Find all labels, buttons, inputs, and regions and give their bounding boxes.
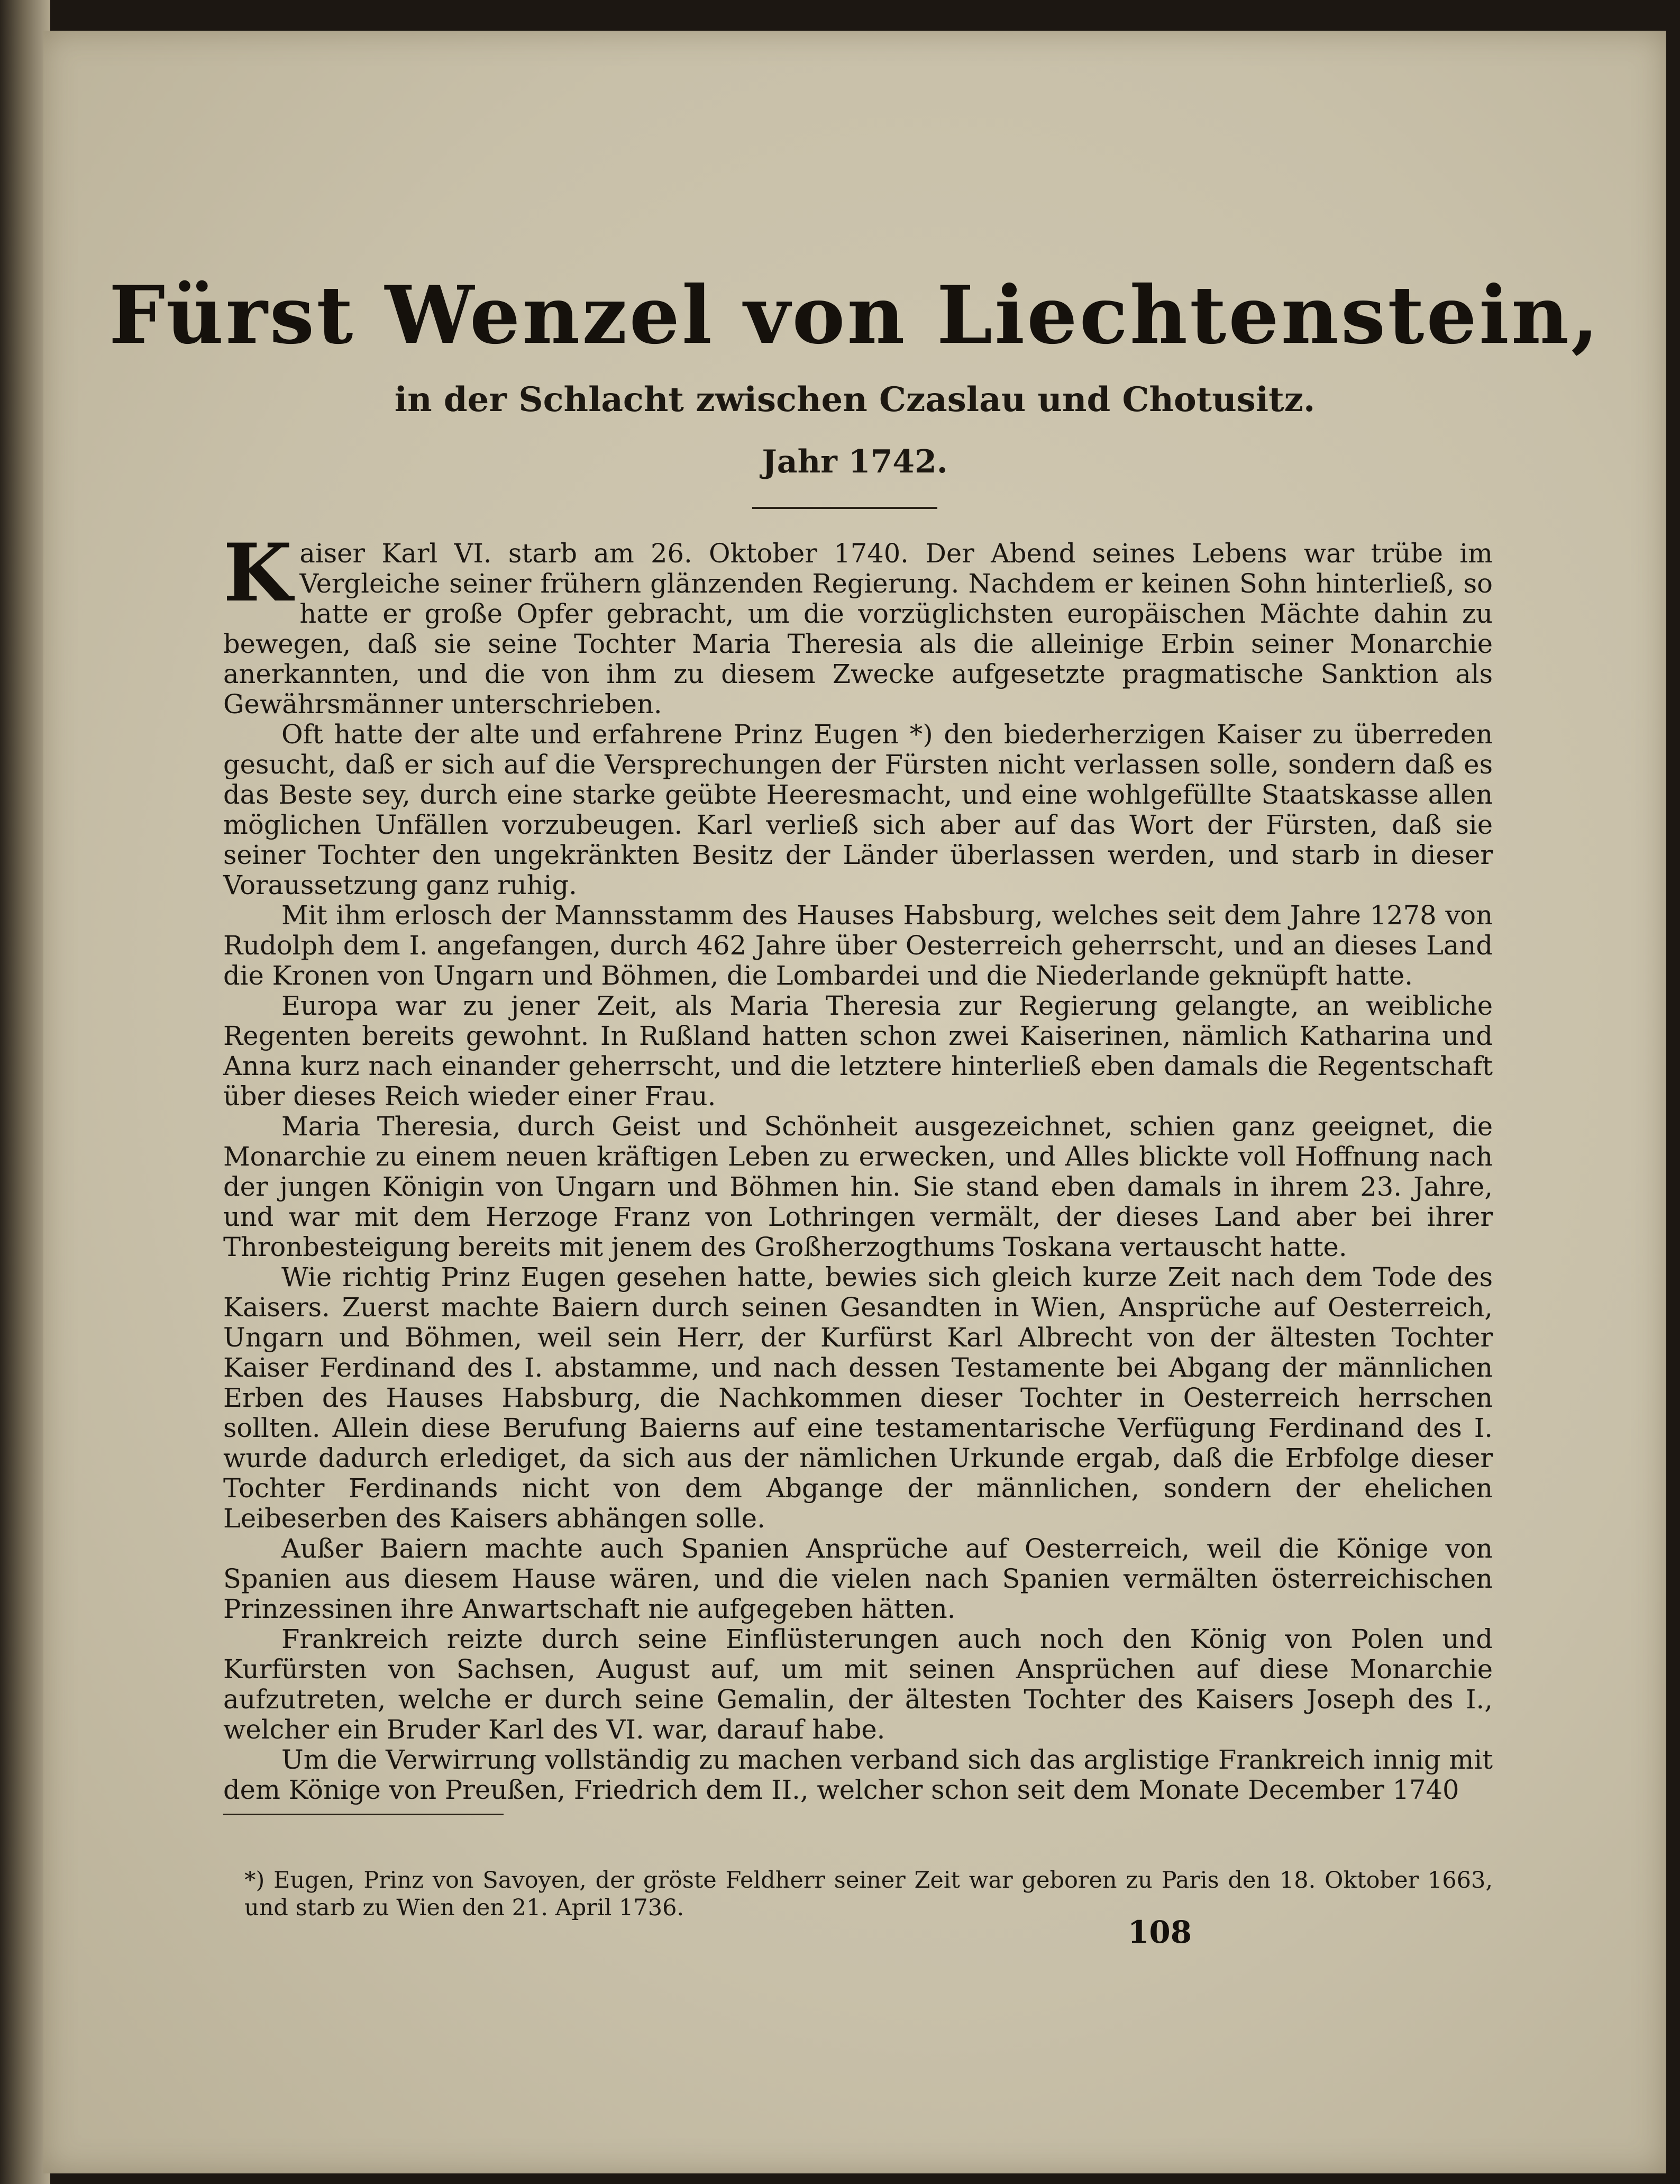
page-number: 108 [1128, 1914, 1192, 1950]
paragraph: Wie richtig Prinz Eugen gesehen hatte, bewies sich gleich kurze Zeit nach dem Tode des Kaisers. Zuerst machte Baiern durch seinen Gesandten in Wien, Ansprüche auf Oesterreich, Ungarn und Böhmen, weil sein Herr, der Kurfürst Karl Albrecht von der ältesten Tochter Kaiser Ferdinand des I. abstamme, und nach dessen Testamente bei Abgang der männlichen Erben des Hauses Habsburg, die Nachkommen dieser Tochter in Oesterreich herrschen sollten. Allein diese Berufung Baierns auf eine testamentarische Verfügung Ferdinand des I. wurde dadurch erlediget, da sich aus der nämlichen Urkunde ergab, daß die Erbfolge dieser Tochter Ferdinands nicht von dem Abgange der männlichen, sondern der ehelichen Leibeserben des Kaisers abhängen solle. [223, 1262, 1493, 1534]
paragraph: Außer Baiern machte auch Spanien Ansprüche auf Oesterreich, weil die Könige von Spanien aus diesem Hause wären, und die vielen nach Spanien vermälten österreichischen Prinzessinen ihre Anwartschaft nie aufgegeben hätten. [223, 1533, 1493, 1624]
paragraph: Um die Verwirrung vollständig zu machen verband sich das arglistige Frankreich innig mit dem Könige von Preußen, Friedrich dem II., welcher schon seit dem Monate December 1740 [223, 1744, 1493, 1805]
footnote: *) Eugen, Prinz von Savoyen, der gröste Feldherr seiner Zeit war geboren zu Paris den 18. Oktober 1663, und starb zu Wien den 21. April 1736. [244, 1867, 1493, 1921]
paragraph: Frankreich reizte durch seine Einflüsterungen auch noch den König von Polen und Kurfürsten von Sachsen, August auf, um mit seinen Ansprüchen auf diese Monarchie aufzutreten, welche er durch seine Gemalin, der ältesten Tochter des Kaisers Joseph des I., welcher ein Bruder Karl des VI. war, darauf habe. [223, 1624, 1493, 1745]
paragraph: Oft hatte der alte und erfahrene Prinz Eugen *) den biederherzigen Kaiser zu überreden gesucht, daß er sich auf die Versprechungen der Fürsten nicht verlassen solle, sondern daß es das Beste sey, durch eine starke geübte Heeresmacht, und eine wohlgefüllte Staatskasse allen möglichen Unfällen vorzubeugen. Karl verließ sich aber auf das Wort der Fürsten, daß sie seiner Tochter den ungekränkten Besitz der Länder überlassen werden, und starb in dieser Voraussetzung ganz ruhig. [223, 719, 1493, 900]
body-text [223, 526, 1493, 1805]
book-spine [0, 0, 50, 2184]
paragraph-text: aiser Karl VI. starb am 26. Oktober 1740. Der Abend seines Lebens war trübe im Vergleiche seiner frühern glänzenden Regierung. Nachdem er keinen Sohn hinterließ, so hatte er große Opfer gebracht, um die vorzüglichsten europäischen Mächte dahin zu bewegen, daß sie seine Tochter Maria Theresia als die alleinige Erbin seiner Monarchie anerkannten, und die von ihm zu diesem Zwecke aufgesetzte pragmatische Sanktion als Gewährsmänner unterschrieben. [223, 538, 1493, 720]
page-title: Fürst Wenzel von Liechtenstein, [108, 269, 1601, 362]
page-subtitle: in der Schlacht zwischen Czaslau und Chotusitz. [394, 380, 1316, 420]
footnote-divider [223, 1814, 504, 1815]
paragraph: Europa war zu jener Zeit, als Maria Theresia zur Regierung gelangte, an weibliche Regenten bereits gewohnt. In Rußland hatten schon zwei Kaiserinen, nämlich Katharina und Anna kurz nach einander geherrscht, und die letztere hinterließ eben damals die Regentschaft über dieses Reich wieder einer Frau. [223, 990, 1493, 1112]
paragraph: Mit ihm erlosch der Mannsstamm des Hauses Habsburg, welches seit dem Jahre 1278 von Rudolph dem I. angefangen, durch 462 Jahre über Oesterreich geherrscht, und an dieses Land die Kronen von Ungarn und Böhmen, die Lombardei und die Niederlande geknüpft hatte. [223, 900, 1493, 991]
paragraph: Maria Theresia, durch Geist und Schönheit ausgezeichnet, schien ganz geeignet, die Monarchie zu einem neuen kräftigen Leben zu erwecken, und Alles blickte voll Hoffnung nach der jungen Königin von Ungarn und Böhmen hin. Sie stand eben damals in ihrem 23. Jahre, und war mit dem Herzoge Franz von Lothringen vermält, der dieses Land aber bei ihrer Thronbesteigung bereits mit jenem des Großherzogthums Toskana vertauscht hatte. [223, 1111, 1493, 1262]
book-page [43, 31, 1666, 2173]
title-divider [752, 507, 937, 509]
drop-cap: K [223, 526, 293, 620]
paragraph [223, 526, 1493, 720]
year-heading: Jahr 1742. [762, 443, 948, 480]
